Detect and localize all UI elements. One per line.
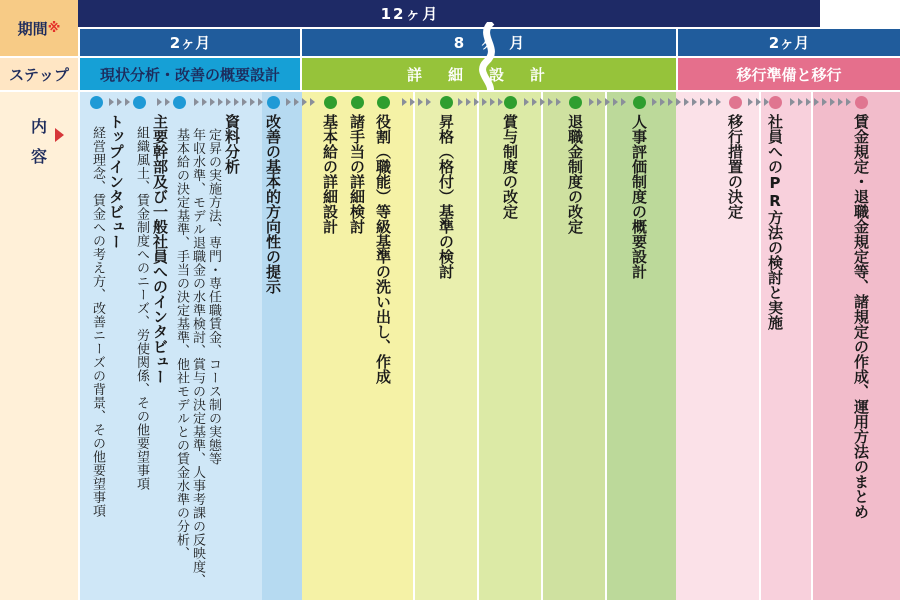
promotion-title: 昇格（格付）基準の検討 bbox=[437, 114, 455, 279]
bullet-dot-icon bbox=[133, 96, 146, 109]
bullet-dot-icon bbox=[173, 96, 186, 109]
bullet-dot-icon bbox=[90, 96, 103, 109]
management-interview-detail: 組織風土、賃金制度へのニーズ、労使関係、その他要望事項 bbox=[134, 126, 149, 491]
bullet-dot-icon bbox=[504, 96, 517, 109]
period-label-text: 期間 bbox=[17, 19, 48, 38]
item-regulations bbox=[853, 96, 869, 519]
bullet-dot-icon bbox=[351, 96, 364, 109]
base-salary-title: 基本給の詳細設計 bbox=[321, 114, 339, 234]
content-label-char-1: 内 bbox=[30, 117, 47, 136]
flow-arrows bbox=[109, 98, 132, 106]
content-label bbox=[0, 92, 78, 600]
column-transition bbox=[676, 92, 760, 600]
item-role-grade bbox=[375, 96, 391, 384]
bonus-title: 賞与制度の改定 bbox=[501, 114, 519, 219]
item-evaluation bbox=[631, 96, 647, 279]
bullet-dot-icon bbox=[377, 96, 390, 109]
step-detailed-design-label: 詳細設計 bbox=[406, 65, 571, 84]
timeline-break-icon bbox=[472, 22, 506, 96]
flow-arrows bbox=[286, 98, 317, 106]
red-triangle-icon bbox=[55, 128, 64, 142]
flow-arrows bbox=[458, 98, 505, 106]
pr-title: 社員へのPR方法の検討と実施 bbox=[766, 114, 784, 330]
step-transition bbox=[678, 58, 900, 90]
item-promotion bbox=[438, 96, 454, 279]
total-period-bar: 12ヶ月 bbox=[0, 0, 820, 27]
management-interview-title: 主要幹部及び一般社員へのインタビュー bbox=[151, 114, 169, 384]
flow-arrows bbox=[402, 98, 433, 106]
item-pr bbox=[767, 96, 783, 330]
item-top-interview bbox=[90, 96, 103, 114]
material-analysis-text bbox=[173, 114, 240, 587]
material-analysis-title: 資料分析 bbox=[223, 114, 241, 174]
top-interview-title: トップインタビュー bbox=[107, 114, 125, 249]
content-label-char-2: 容 bbox=[30, 147, 47, 166]
period-note-mark: ※ bbox=[47, 20, 61, 36]
allowance-title: 諸手当の詳細検討 bbox=[348, 114, 366, 234]
bullet-dot-icon bbox=[729, 96, 742, 109]
period-label bbox=[0, 0, 78, 56]
material-analysis-detail: 定昇の実施方法、専門・専任職賃金、コース制の実態等 年収水準、モデル退職金の水準検討、賞与の決定基準、人事考課の反映度、 基本給の決定基準、手当の決定基準、他社モデルとの賃金水準の分析、 bbox=[174, 128, 221, 587]
item-transition bbox=[727, 96, 743, 219]
bullet-dot-icon bbox=[769, 96, 782, 109]
phase-period-1: 2ヶ月 bbox=[80, 29, 300, 56]
phase-period-3: 2ヶ月 bbox=[678, 29, 900, 56]
top-interview-text bbox=[89, 114, 124, 518]
retirement-title: 退職金制度の改定 bbox=[566, 114, 584, 234]
bullet-dot-icon bbox=[633, 96, 646, 109]
item-material-analysis bbox=[173, 96, 186, 114]
item-allowance bbox=[349, 96, 365, 234]
flow-arrows bbox=[790, 98, 853, 106]
regulations-title: 賃金規定・退職金規定等、諸規定の作成、運用方法のまとめ bbox=[852, 114, 870, 519]
item-retirement bbox=[567, 96, 583, 234]
flow-arrows bbox=[589, 98, 628, 106]
management-interview-text bbox=[133, 114, 168, 491]
role-grade-title: 役割（職能）等級基準の洗い出し、作成 bbox=[374, 114, 392, 384]
flow-arrows bbox=[194, 98, 265, 106]
item-bonus bbox=[502, 96, 518, 219]
flow-arrows bbox=[157, 98, 172, 106]
phase-period-2: 8 ヶ 月 bbox=[302, 29, 676, 56]
bullet-dot-icon bbox=[855, 96, 868, 109]
transition-title: 移行措置の決定 bbox=[726, 114, 744, 219]
bullet-dot-icon bbox=[440, 96, 453, 109]
bullet-dot-icon bbox=[267, 96, 280, 109]
step-label: ステップ bbox=[0, 58, 78, 90]
step-transition-label: 移行準備と移行 bbox=[736, 65, 842, 84]
item-management-interview bbox=[133, 96, 146, 114]
flow-arrows bbox=[524, 98, 563, 106]
bullet-dot-icon bbox=[569, 96, 582, 109]
bullet-dot-icon bbox=[324, 96, 337, 109]
item-basic-direction bbox=[265, 96, 281, 294]
evaluation-title: 人事評価制度の概要設計 bbox=[630, 114, 648, 279]
step-analysis bbox=[80, 58, 300, 90]
top-interview-detail: 経営理念、賃金への考え方、改善ニーズの背景、その他要望事項 bbox=[90, 126, 105, 518]
flow-arrows bbox=[652, 98, 723, 106]
step-analysis-label: 現状分析・改善の概要設計 bbox=[99, 65, 280, 84]
basic-direction-title: 改善の基本的方向性の提示 bbox=[264, 114, 282, 294]
item-base-salary bbox=[322, 96, 338, 234]
